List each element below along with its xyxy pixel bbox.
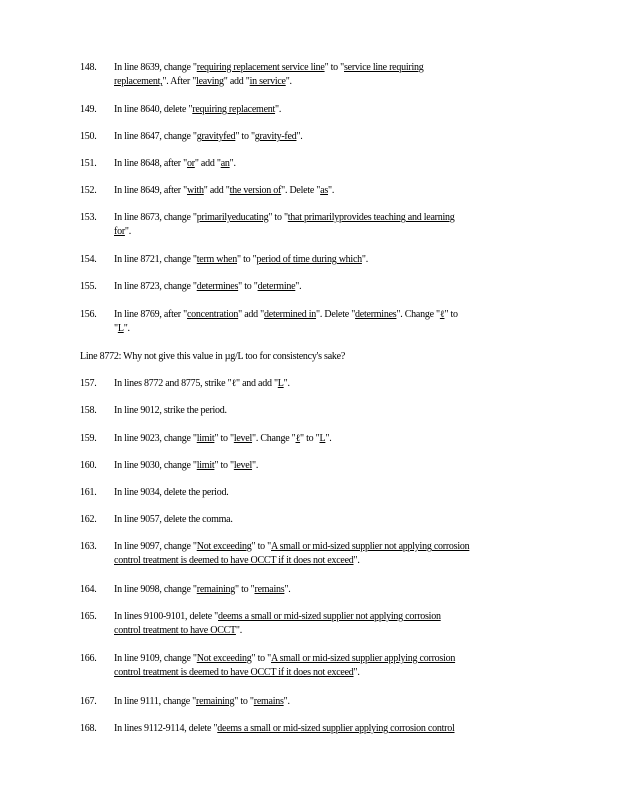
item-text-line: [114, 624, 554, 638]
item-text-line: [114, 432, 554, 446]
item-text: [114, 211, 554, 239]
item-text: [114, 280, 554, 294]
item-number: 165.: [80, 611, 97, 622]
inserted-text: limit: [196, 460, 215, 471]
inserted-text: leaving: [196, 76, 224, 87]
item-text-line: [114, 377, 554, 391]
instruction-text: In line 9057, delete the comma.: [114, 514, 233, 525]
instruction-text: " add ": [223, 76, 250, 87]
instruction-text: ".: [361, 254, 368, 265]
inserted-text: L: [117, 323, 124, 334]
instruction-text: In line 9111, change ": [114, 696, 196, 707]
instruction-text: " to ": [235, 584, 255, 595]
inserted-text: deems a small or mid-sized supplier applying corrosion control: [217, 723, 455, 734]
inserted-text: primarilyeducating: [196, 212, 269, 223]
instruction-text: ".: [124, 226, 132, 237]
instruction-text: ".: [123, 323, 130, 334]
instruction-text: ".: [284, 584, 291, 595]
item-text: [114, 513, 554, 527]
item-text-line: [114, 322, 554, 336]
item-text-line: [114, 253, 554, 267]
item-text-line: [114, 404, 554, 418]
instruction-text: ". Change ": [396, 309, 440, 320]
inserted-text: as: [320, 185, 328, 196]
item-number: 168.: [80, 723, 97, 734]
inserted-text: A small or mid-sized supplier not applying corrosion: [270, 541, 470, 552]
item-number: 150.: [80, 131, 97, 142]
instruction-text: " to ": [300, 433, 320, 444]
instruction-text: ".: [325, 433, 332, 444]
instruction-text: ".: [327, 185, 335, 196]
inserted-text: remains: [254, 584, 285, 595]
instruction-text: " to ": [324, 62, 345, 73]
reviewer-note: Line 8772: Why not give this value in µg/L too for consistency's sake?: [80, 351, 346, 362]
item-text-line: [114, 695, 554, 709]
item-text-line: [114, 722, 554, 736]
instruction-text: ".: [353, 555, 360, 566]
inserted-text: determined in: [264, 309, 317, 320]
inserted-text: an: [220, 158, 230, 169]
item-text-line: [114, 75, 554, 89]
item-number: 149.: [80, 104, 97, 115]
instruction-text: " to: [444, 309, 458, 320]
inserted-text: period of time during which: [256, 254, 362, 265]
item-text-line: [114, 513, 554, 527]
inserted-text: gravity-fed: [254, 131, 297, 142]
inserted-text: with: [186, 185, 204, 196]
instruction-text: ".: [283, 378, 290, 389]
item-number: 164.: [80, 584, 97, 595]
instruction-text: ".: [252, 460, 259, 471]
item-number: 166.: [80, 653, 97, 664]
item-text-line: [114, 130, 554, 144]
instruction-text: " to ": [235, 131, 255, 142]
item-text-line: [114, 666, 554, 680]
item-number: 162.: [80, 514, 97, 525]
inserted-text: control treatment is deemed to have OCCT if it does not exceed: [114, 555, 354, 566]
instruction-text: In line 8648, after ": [114, 158, 187, 169]
item-number: 153.: [80, 212, 97, 223]
inserted-text: requiring replacement: [192, 104, 276, 115]
item-text: [114, 610, 554, 638]
item-text: [114, 432, 554, 446]
instruction-text: " add ": [203, 185, 230, 196]
instruction-text: In line 8769, after ": [114, 309, 187, 320]
instruction-text: " to ": [214, 433, 234, 444]
item-text-line: [114, 184, 554, 198]
item-text: [114, 652, 554, 680]
inserted-text: remains: [253, 696, 284, 707]
item-text-line: [114, 280, 554, 294]
item-number: 151.: [80, 158, 97, 169]
inserted-text: for: [114, 226, 125, 237]
inserted-text: control treatment is deemed to have OCCT if it does not exceed: [114, 667, 354, 678]
instruction-text: ".: [285, 76, 292, 87]
inserted-text: term when: [196, 254, 237, 265]
inserted-text: limit: [196, 433, 215, 444]
instruction-text: ".: [295, 281, 302, 292]
instruction-text: In line 8721, change ": [114, 254, 197, 265]
inserted-text: determines: [355, 309, 397, 320]
instruction-text: In line 9012, strike the period.: [114, 405, 227, 416]
item-text: [114, 253, 554, 267]
inserted-text: determine: [257, 281, 296, 292]
instruction-text: " to ": [238, 281, 258, 292]
instruction-text: " to ": [268, 212, 288, 223]
inserted-text: that primarilyprovides teaching and learning: [287, 212, 455, 223]
item-text-line: [114, 554, 554, 568]
item-text: [114, 722, 554, 736]
item-number: 152.: [80, 185, 97, 196]
inserted-text: concentration: [186, 309, 239, 320]
inserted-text: deems a small or mid-sized supplier not applying corrosion: [218, 611, 441, 622]
inserted-text: requiring replacement service line: [196, 62, 325, 73]
item-text: [114, 184, 554, 198]
inserted-text: gravityfed: [196, 131, 236, 142]
item-number: 154.: [80, 254, 97, 265]
instruction-text: In line 8647, change ": [114, 131, 197, 142]
instruction-text: " to ": [236, 254, 257, 265]
instruction-text: ". After ": [162, 76, 197, 87]
item-text-line: [114, 61, 554, 75]
item-text: [114, 695, 554, 709]
item-text-line: [114, 583, 554, 597]
instruction-text: In line 9109, change ": [114, 653, 197, 664]
item-text: [114, 377, 554, 391]
item-text: [114, 308, 554, 336]
instruction-text: In line 8723, change ": [114, 281, 197, 292]
item-text: [114, 404, 554, 418]
item-text-line: [114, 486, 554, 500]
inserted-text: Not exceeding: [196, 541, 252, 552]
item-text: [114, 486, 554, 500]
instruction-text: ".: [229, 158, 236, 169]
instruction-text: In line 9023, change ": [114, 433, 197, 444]
inserted-text: replacement,: [114, 76, 163, 87]
item-text-line: [114, 540, 554, 554]
instruction-text: " to ": [251, 541, 271, 552]
instruction-text: In line 9030, change ": [114, 460, 197, 471]
inserted-text: in service: [249, 76, 286, 87]
instruction-text: In lines 8772 and 8775, strike "ℓ" and add ": [114, 378, 278, 389]
inserted-text: or: [186, 158, 195, 169]
item-number: 161.: [80, 487, 97, 498]
item-text: [114, 583, 554, 597]
inserted-text: L: [319, 433, 326, 444]
instruction-text: ".: [353, 667, 360, 678]
item-number: 155.: [80, 281, 97, 292]
item-text-line: [114, 652, 554, 666]
instruction-text: " to ": [214, 460, 234, 471]
instruction-text: ".: [275, 104, 282, 115]
inserted-text: remaining: [196, 584, 236, 595]
item-text: [114, 61, 554, 89]
inserted-text: control treatment to have OCCT: [114, 625, 236, 636]
item-number: 157.: [80, 378, 97, 389]
inserted-text: service line requiring: [344, 62, 424, 73]
item-text-line: [114, 225, 554, 239]
instruction-text: ": [114, 323, 118, 334]
inserted-text: remaining: [195, 696, 235, 707]
instruction-text: In line 9034, delete the period.: [114, 487, 229, 498]
inserted-text: level: [233, 433, 253, 444]
item-number: 156.: [80, 309, 97, 320]
instruction-text: In lines 9112-9114, delete ": [114, 723, 218, 734]
item-number: 159.: [80, 433, 97, 444]
instruction-text: ".: [235, 625, 243, 636]
item-text: [114, 157, 554, 171]
item-text-line: [114, 103, 554, 117]
inserted-text: Not exceeding: [196, 653, 252, 664]
instruction-text: ".: [283, 696, 290, 707]
item-number: 148.: [80, 62, 97, 73]
instruction-text: In line 8673, change ": [114, 212, 197, 223]
item-number: 163.: [80, 541, 97, 552]
instruction-text: " add ": [238, 309, 265, 320]
instruction-text: ". Delete ": [281, 185, 321, 196]
instruction-text: In line 8639, change ": [114, 62, 197, 73]
instruction-text: " to ": [251, 653, 271, 664]
instruction-text: In lines 9100-9101, delete ": [114, 611, 219, 622]
item-text: [114, 459, 554, 473]
instruction-text: ".: [296, 131, 303, 142]
instruction-text: " add ": [194, 158, 221, 169]
item-text-line: [114, 610, 554, 624]
instruction-text: In line 8640, delete ": [114, 104, 193, 115]
inserted-text: the version of: [229, 185, 282, 196]
item-text-line: [114, 211, 554, 225]
item-text: [114, 130, 554, 144]
inserted-text: level: [233, 460, 253, 471]
inserted-text: ℓ: [439, 309, 445, 320]
instruction-text: In line 9097, change ": [114, 541, 197, 552]
inserted-text: determines: [196, 281, 239, 292]
item-number: 160.: [80, 460, 97, 471]
instruction-text: " to ": [234, 696, 254, 707]
item-text: [114, 540, 554, 568]
instruction-text: In line 9098, change ": [114, 584, 197, 595]
instruction-text: ". Delete ": [316, 309, 356, 320]
item-text-line: [114, 157, 554, 171]
instruction-text: ". Change ": [252, 433, 296, 444]
item-number: 158.: [80, 405, 97, 416]
item-text: [114, 103, 554, 117]
item-text-line: [114, 308, 554, 322]
item-number: 167.: [80, 696, 97, 707]
item-text-line: [114, 459, 554, 473]
inserted-text: L: [277, 378, 284, 389]
inserted-text: A small or mid-sized supplier applying corrosion: [270, 653, 456, 664]
instruction-text: In line 8649, after ": [114, 185, 187, 196]
inserted-text: ℓ: [295, 433, 301, 444]
